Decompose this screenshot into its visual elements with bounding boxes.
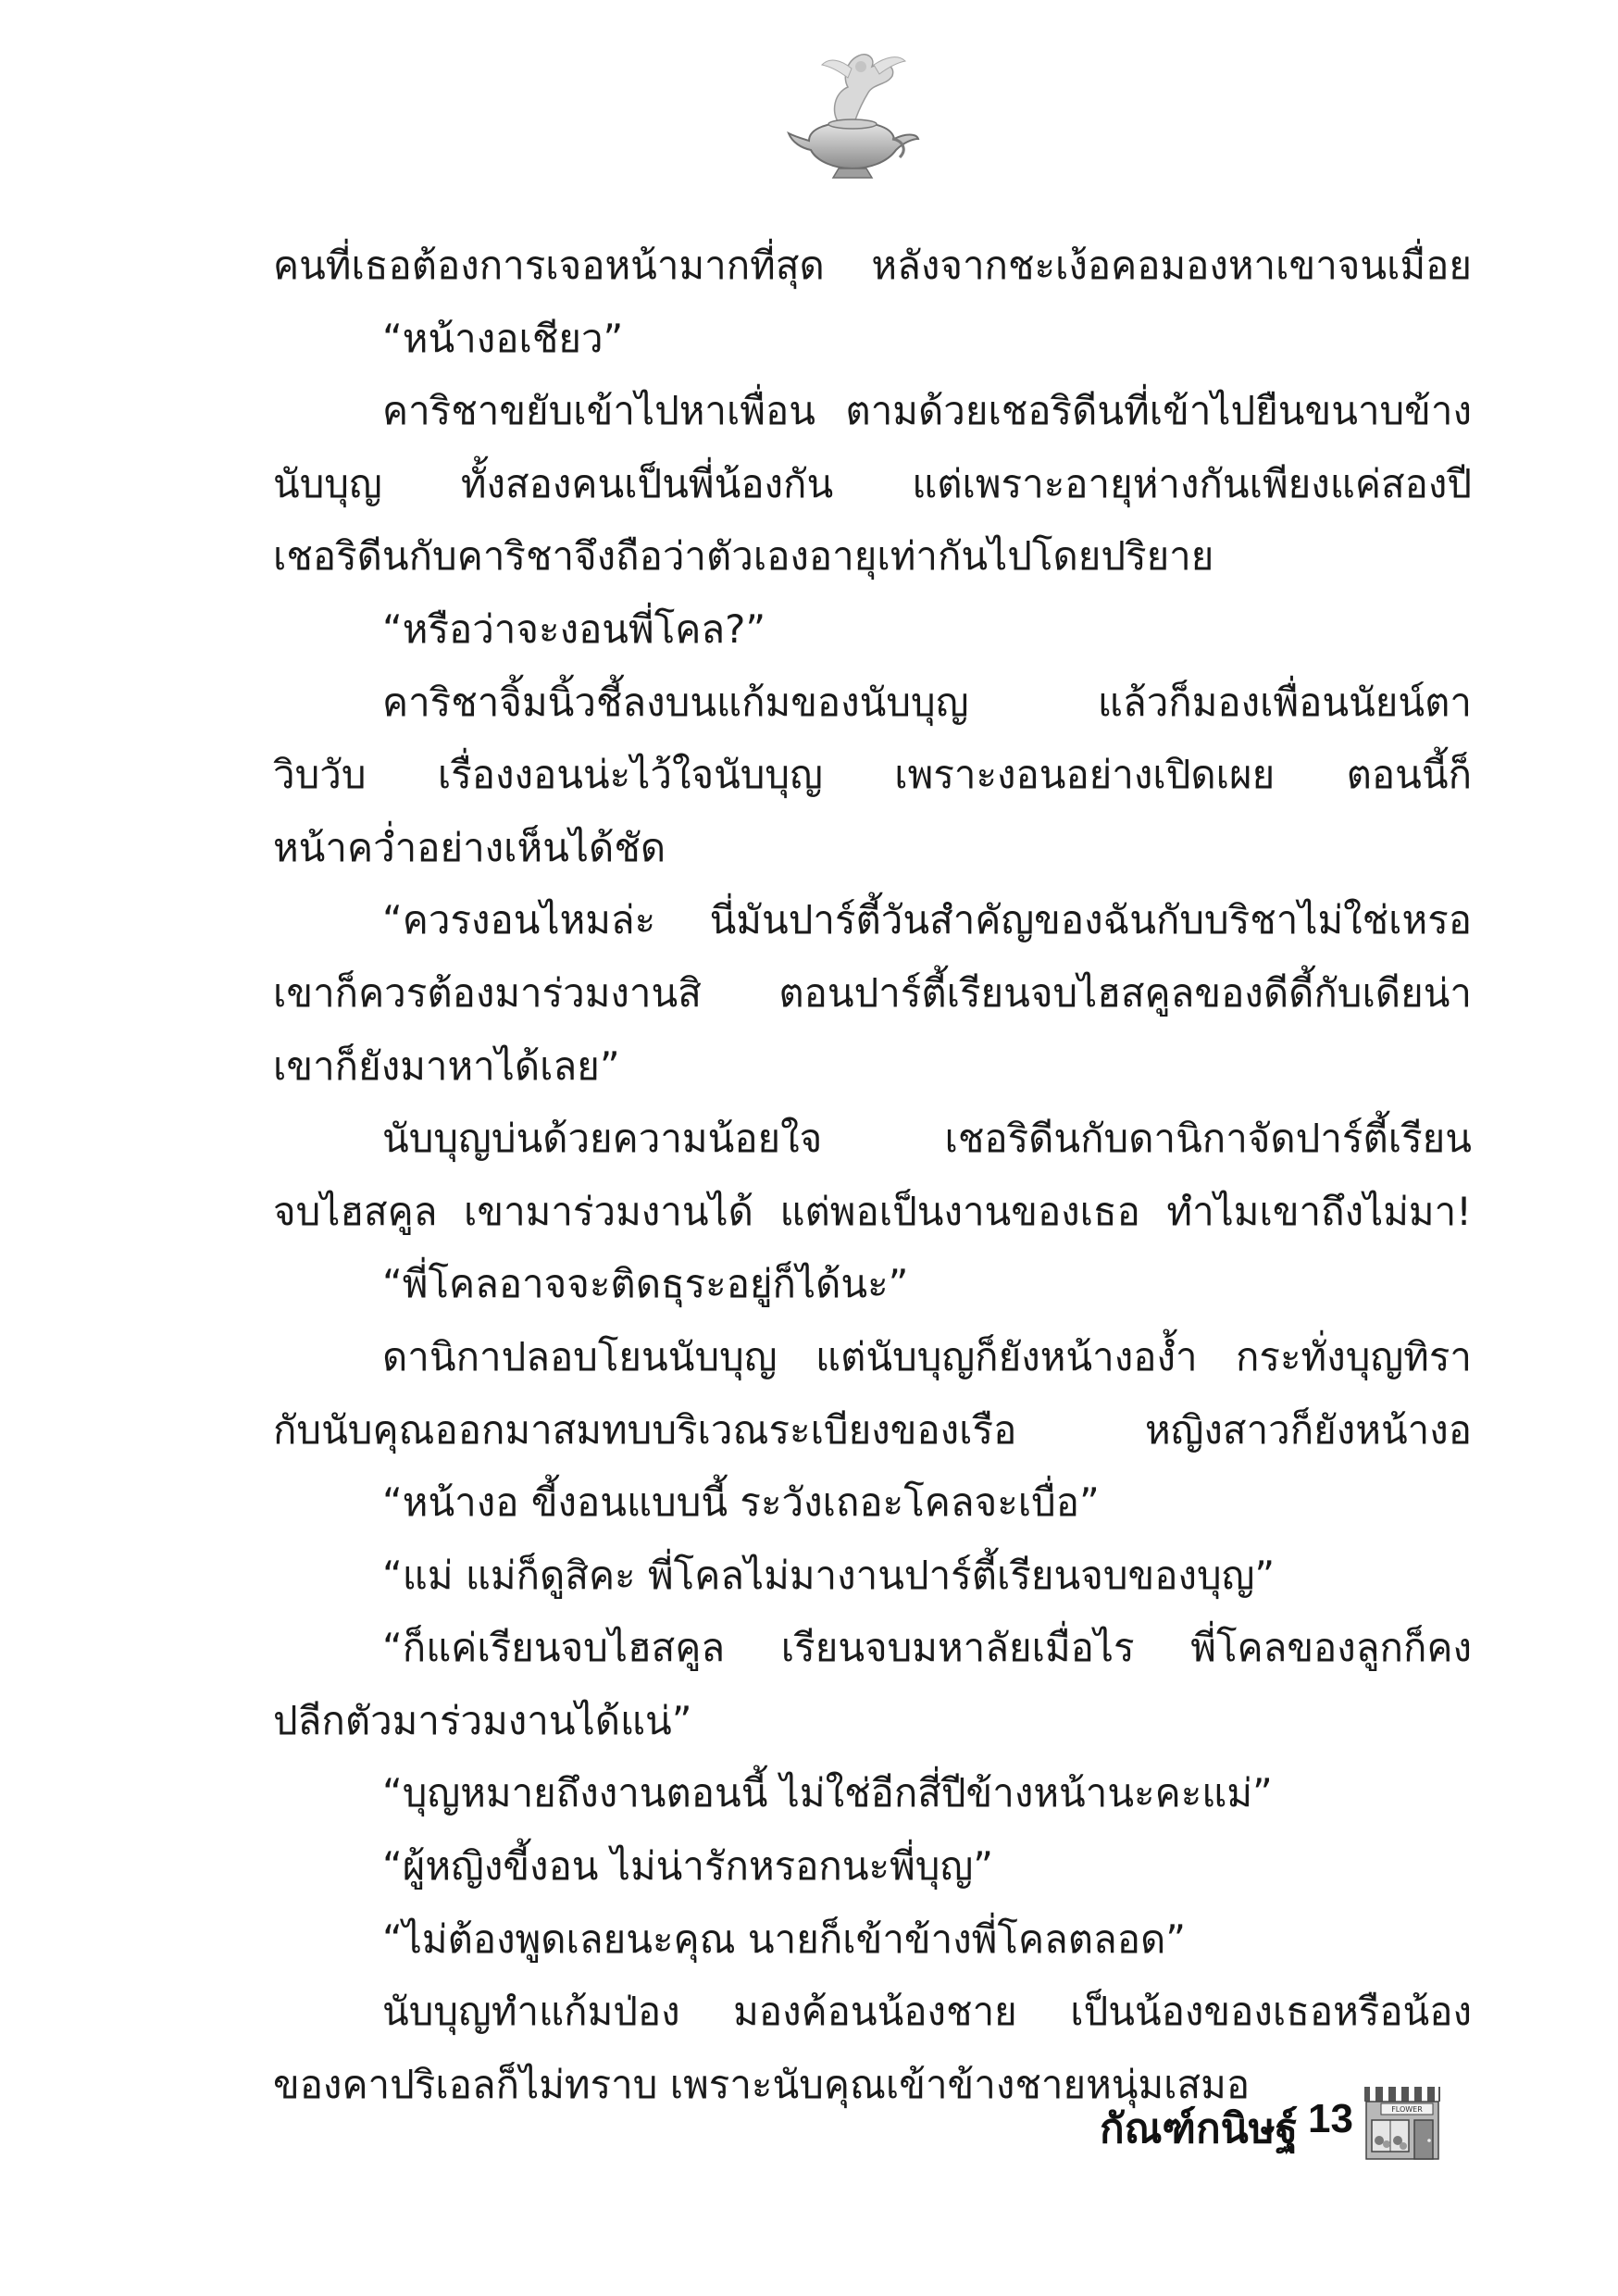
text-line: คาริชาขยับเข้าไปหาเพื่อน ตามด้วยเชอริดีนที่เข้าไปยืนขนาบข้าง: [382, 388, 1472, 434]
flower-shop-icon: [1361, 2083, 1444, 2161]
text-line: “ก็แค่เรียนจบไฮสคูล เรียนจบมหาลัยเมื่อไร พี่โคลของลูกก็คง: [382, 1625, 1472, 1671]
text-line: วิบวับ เรื่องงอนน่ะไว้ใจนับบุญ เพราะงอนอย่างเปิดเผย ตอนนี้ก็: [273, 752, 1472, 798]
text-line: ปลีกตัวมาร่วมงานได้แน่”: [273, 1697, 692, 1743]
text-line: นับบุญบ่นด้วยความน้อยใจ เชอริดีนกับดานิกาจัดปาร์ตี้เรียน: [382, 1116, 1472, 1162]
book-title: กัณฑ์กนิษฐ์: [1100, 2105, 1298, 2152]
text-line: คนที่เธอต้องการเจอหน้ามากที่สุด หลังจากชะเง้อคอมองหาเขาจนเมื่อย: [273, 243, 1472, 288]
text-line: นับบุญ ทั้งสองคนเป็นพี่น้องกัน แต่เพราะอายุห่างกันเพียงแค่สองปี: [273, 460, 1472, 506]
page-footer: [1037, 2083, 1462, 2166]
chapter-text: [273, 230, 1472, 2121]
text-line: “ควรงอนไหมล่ะ นี่มันปาร์ตี้วันสำคัญของฉันกับบริชาไม่ใช่เหรอ: [382, 897, 1472, 943]
text-line: “ผู้หญิงขี้งอน ไม่น่ารักหรอกนะพี่บุญ”: [382, 1843, 994, 1890]
text-line: จบไฮสคูล เขามาร่วมงานได้ แต่พอเป็นงานของเธอ ทำไมเขาถึงไม่มา!: [273, 1188, 1472, 1234]
text-line: “พี่โคลอาจจะติดธุระอยู่ก็ได้นะ”: [382, 1261, 909, 1307]
text-line: “หน้างอเชียว”: [382, 315, 624, 361]
text-line: เชอริดีนกับคาริชาจึงถือว่าตัวเองอายุเท่ากันไปโดยปริยาย: [273, 533, 1214, 580]
genie-lamp-icon: [783, 37, 922, 185]
text-line: ของคาปริเอลก็ไม่ทราบ เพราะนับคุณเข้าข้างชายหนุ่มเสมอ: [273, 2061, 1251, 2107]
text-line: กับนับคุณออกมาสมทบบริเวณระเบียงของเรือ หญิงสาวก็ยังหน้างอ: [273, 1406, 1472, 1453]
text-line: “หน้างอ ขี้งอนแบบนี้ ระวังเถอะโคลจะเบื่อ”: [382, 1479, 1100, 1526]
page-number: 13: [1308, 2096, 1353, 2141]
text-line: นับบุญทำแก้มป่อง มองค้อนน้องชาย เป็นน้องของเธอหรือน้อง: [382, 1989, 1472, 2035]
text-line: เขาก็ควรต้องมาร่วมงานสิ ตอนปาร์ตี้เรียนจบไฮสคูลของดีดี้กับเดียน่า: [273, 969, 1472, 1016]
text-line: คาริชาจิ้มนิ้วชี้ลงบนแก้มของนับบุญ แล้วก็มองเพื่อนนัยน์ตา: [382, 679, 1472, 725]
text-line: “หรือว่าจะงอนพี่โคล?”: [382, 605, 766, 652]
text-line: เขาก็ยังมาหาได้เลย”: [273, 1042, 620, 1089]
text-line: “แม่ แม่ก็ดูสิคะ พี่โคลไม่มางานปาร์ตี้เรียนจบของบุญ”: [382, 1552, 1276, 1598]
text-line: หน้าคว่ำอย่างเห็นได้ชัด: [273, 824, 666, 870]
text-line: “บุญหมายถึงงานตอนนี้ ไม่ใช่อีกสี่ปีข้างหน้านะคะแม่”: [382, 1770, 1273, 1816]
text-line: “ไม่ต้องพูดเลยนะคุณ นายก็เข้าข้างพี่โคลตลอด”: [382, 1915, 1187, 1962]
shop-sign: FLOWER: [1391, 2105, 1423, 2114]
text-line: ดานิกาปลอบโยนนับบุญ แต่นับบุญก็ยังหน้างอง้ำ กระทั่งบุญทิรา: [382, 1333, 1472, 1379]
